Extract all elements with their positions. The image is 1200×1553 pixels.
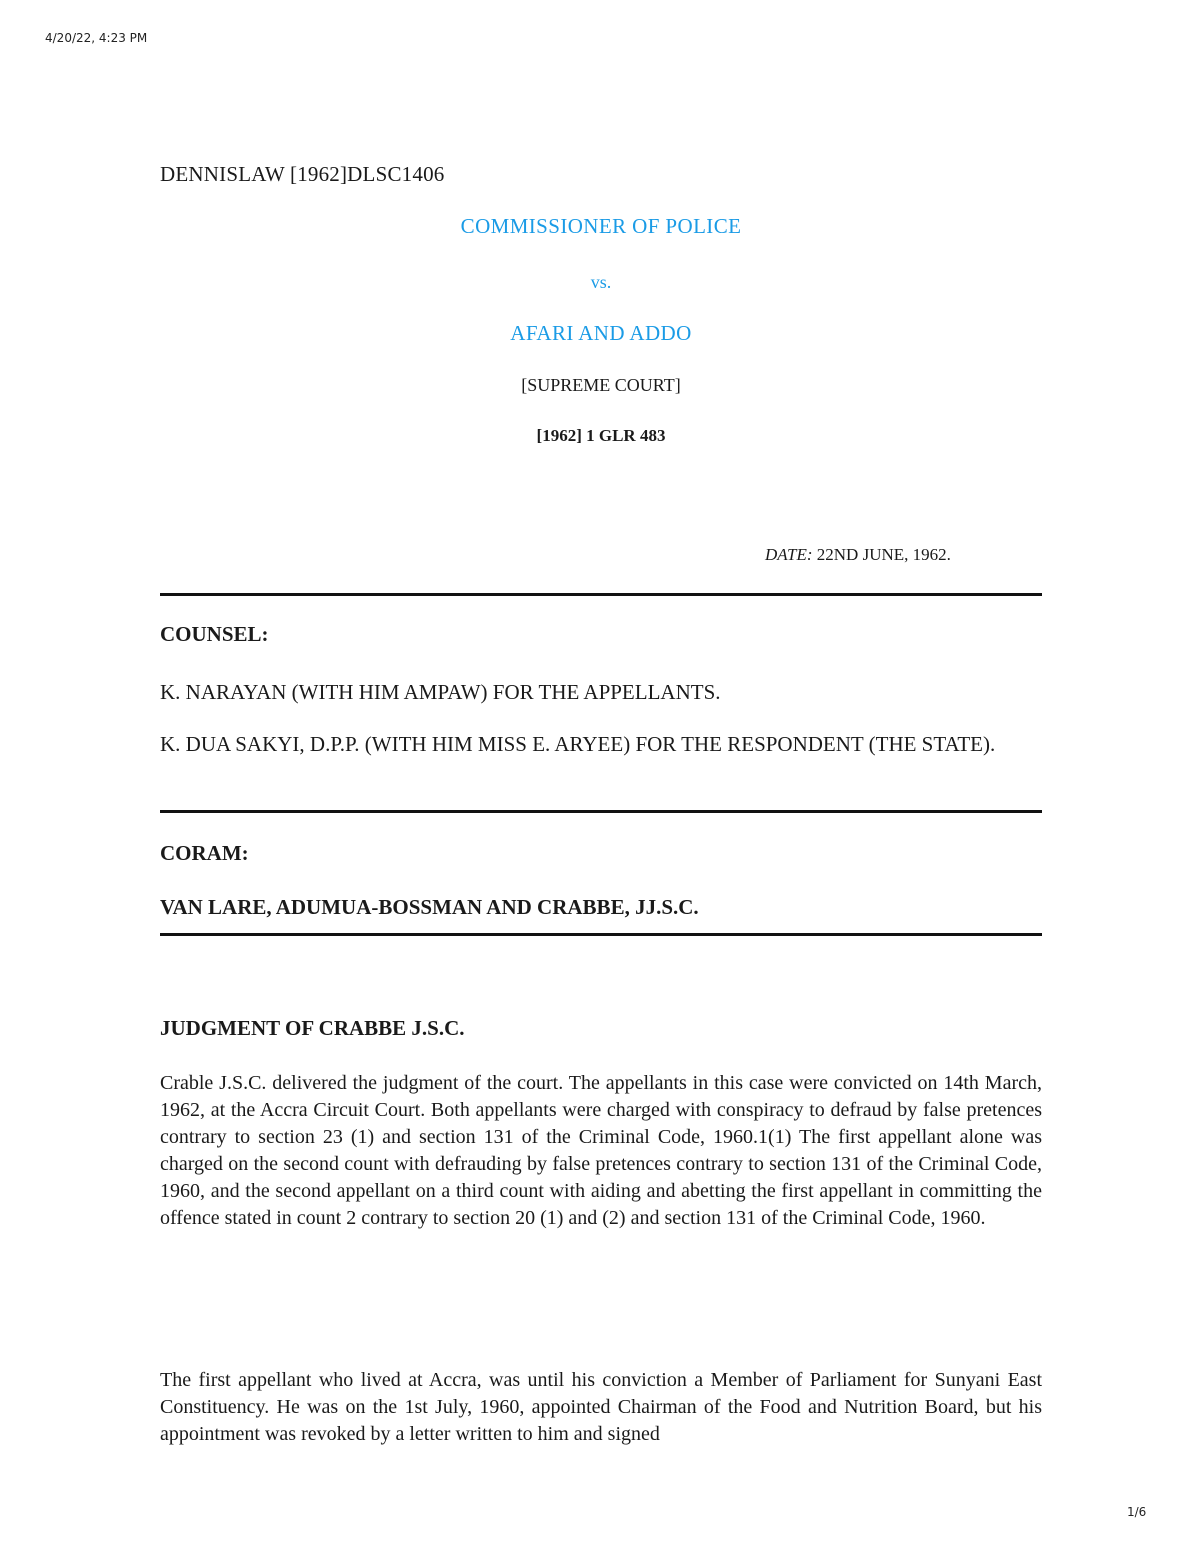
versus-label: vs. — [590, 272, 612, 292]
counsel-heading: COUNSEL: — [160, 622, 269, 646]
judgment-date — [765, 545, 951, 565]
page-number: 1/6 — [1127, 1505, 1147, 1519]
date-label: DATE: — [765, 545, 813, 564]
coram-judges: VAN LARE, ADUMUA-BOSSMAN AND CRABBE, JJ.S.C. — [160, 895, 699, 919]
counsel-respondent: K. DUA SAKYI, D.P.P. (WITH HIM MISS E. ARYEE) FOR THE RESPONDENT (THE STATE). — [160, 732, 996, 756]
print-timestamp: 4/20/22, 4:23 PM — [45, 31, 148, 45]
judgment-paragraph: Crable J.S.C. delivered the judgment of the court. The appellants in this case were convicted on 14th March, 1962, at the Accra Circuit Court. Both appellants were charged with conspiracy to defraud by false pretences contrary to section 23 (1) and section 131 of the Criminal Code, 1960.1(1) The first appellant alone was charged on the second count with defrauding by false pretences contrary to section 131 of the Criminal Code, 1960, and the second appellant on a third count with aiding and abetting the first appellant in committing the offence stated in count 2 contrary to section 20 (1) and (2) and section 131 of the Criminal Code, 1960. — [160, 1072, 1042, 1229]
divider-rule — [160, 933, 1042, 936]
coram-heading: CORAM: — [160, 841, 249, 865]
judgment-heading: JUDGMENT OF CRABBE J.S.C. — [160, 1016, 465, 1040]
date-value: 22ND JUNE, 1962. — [812, 545, 951, 564]
party-one-title: COMMISSIONER OF POLICE — [460, 214, 742, 238]
judgment-paragraph: The first appellant who lived at Accra, was until his conviction a Member of Parliament for Sunyani East Constituency. He was on the 1st July, 1960, appointed Chairman of the Food and Nutrition Board, but his appointment was revoked by a letter written to him and signed — [160, 1369, 1042, 1445]
law-report-citation: [1962] 1 GLR 483 — [536, 426, 666, 445]
counsel-appellants: K. NARAYAN (WITH HIM AMPAW) FOR THE APPELLANTS. — [160, 680, 721, 704]
party-two-title: AFARI AND ADDO — [510, 321, 692, 345]
case-citation-ref: DENNISLAW [1962]DLSC1406 — [160, 162, 445, 186]
court-name: [SUPREME COURT] — [521, 375, 681, 395]
divider-rule — [160, 593, 1042, 596]
divider-rule — [160, 810, 1042, 813]
